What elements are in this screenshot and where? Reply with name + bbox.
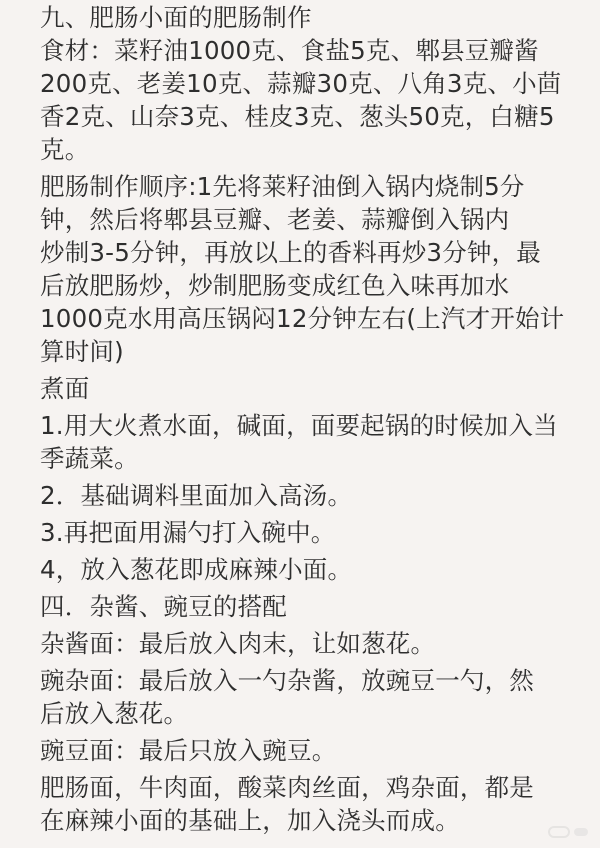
procedure-line-2: 钟，然后将郫县豆瓣、老姜、蒜瓣倒入锅内 [40, 205, 510, 234]
other-noodles-line-1: 肥肠面，牛肉面，酸菜肉丝面，鸡杂面，都是 [40, 773, 534, 802]
ingredients-line-2: 200克、老姜10克、蒜瓣30克、八角3克、小茴 [40, 69, 562, 98]
step-3: 3.再把面用漏勺打入碗中。 [40, 518, 336, 547]
ingredients-line-4: 克。 [40, 135, 90, 164]
heading-boil-noodles: 煮面 [40, 374, 90, 403]
pea-noodles: 豌豆面：最后只放入豌豆。 [40, 736, 337, 765]
watermark-logo [540, 822, 594, 842]
step-1-line-1: 1.用大火煮水面，碱面，面要起锅的时候加入当 [40, 411, 558, 440]
zajiang-noodles: 杂酱面：最后放入肉末，让如葱花。 [40, 629, 436, 658]
heading-section-nine: 九、肥肠小面的肥肠制作 [40, 3, 312, 32]
step-1-line-2: 季蔬菜。 [40, 444, 139, 473]
ingredients-line-3: 香2克、山奈3克、桂皮3克、葱头50克，白糖5 [40, 102, 555, 131]
procedure-line-1: 肥肠制作顺序:1先将莱籽油倒入锅内烧制5分 [40, 172, 525, 201]
procedure-line-4: 后放肥肠炒，炒制肥肠变成红色入味再加水 [40, 271, 510, 300]
procedure-line-3: 炒制3-5分钟，再放以上的香料再炒3分钟，最 [40, 238, 542, 267]
other-noodles-line-2: 在麻辣小面的基础上，加入浇头而成。 [40, 806, 460, 835]
wanza-noodles-line-2: 后放入葱花。 [40, 699, 189, 728]
procedure-line-6: 算时间) [40, 337, 124, 366]
ingredients-line-1: 食材：菜籽油1000克、食盐5克、郫县豆瓣酱 [40, 36, 539, 65]
heading-section-four: 四．杂酱、豌豆的搭配 [40, 592, 287, 621]
wanza-noodles-line-1: 豌杂面：最后放入一勺杂酱，放豌豆一勺，然 [40, 666, 534, 695]
procedure-line-5: 1000克水用高压锅闷12分钟左右(上汽才开始计 [40, 304, 565, 333]
step-2: 2．基础调料里面加入高汤。 [40, 481, 353, 510]
step-4: 4，放入葱花即成麻辣小面。 [40, 555, 353, 584]
